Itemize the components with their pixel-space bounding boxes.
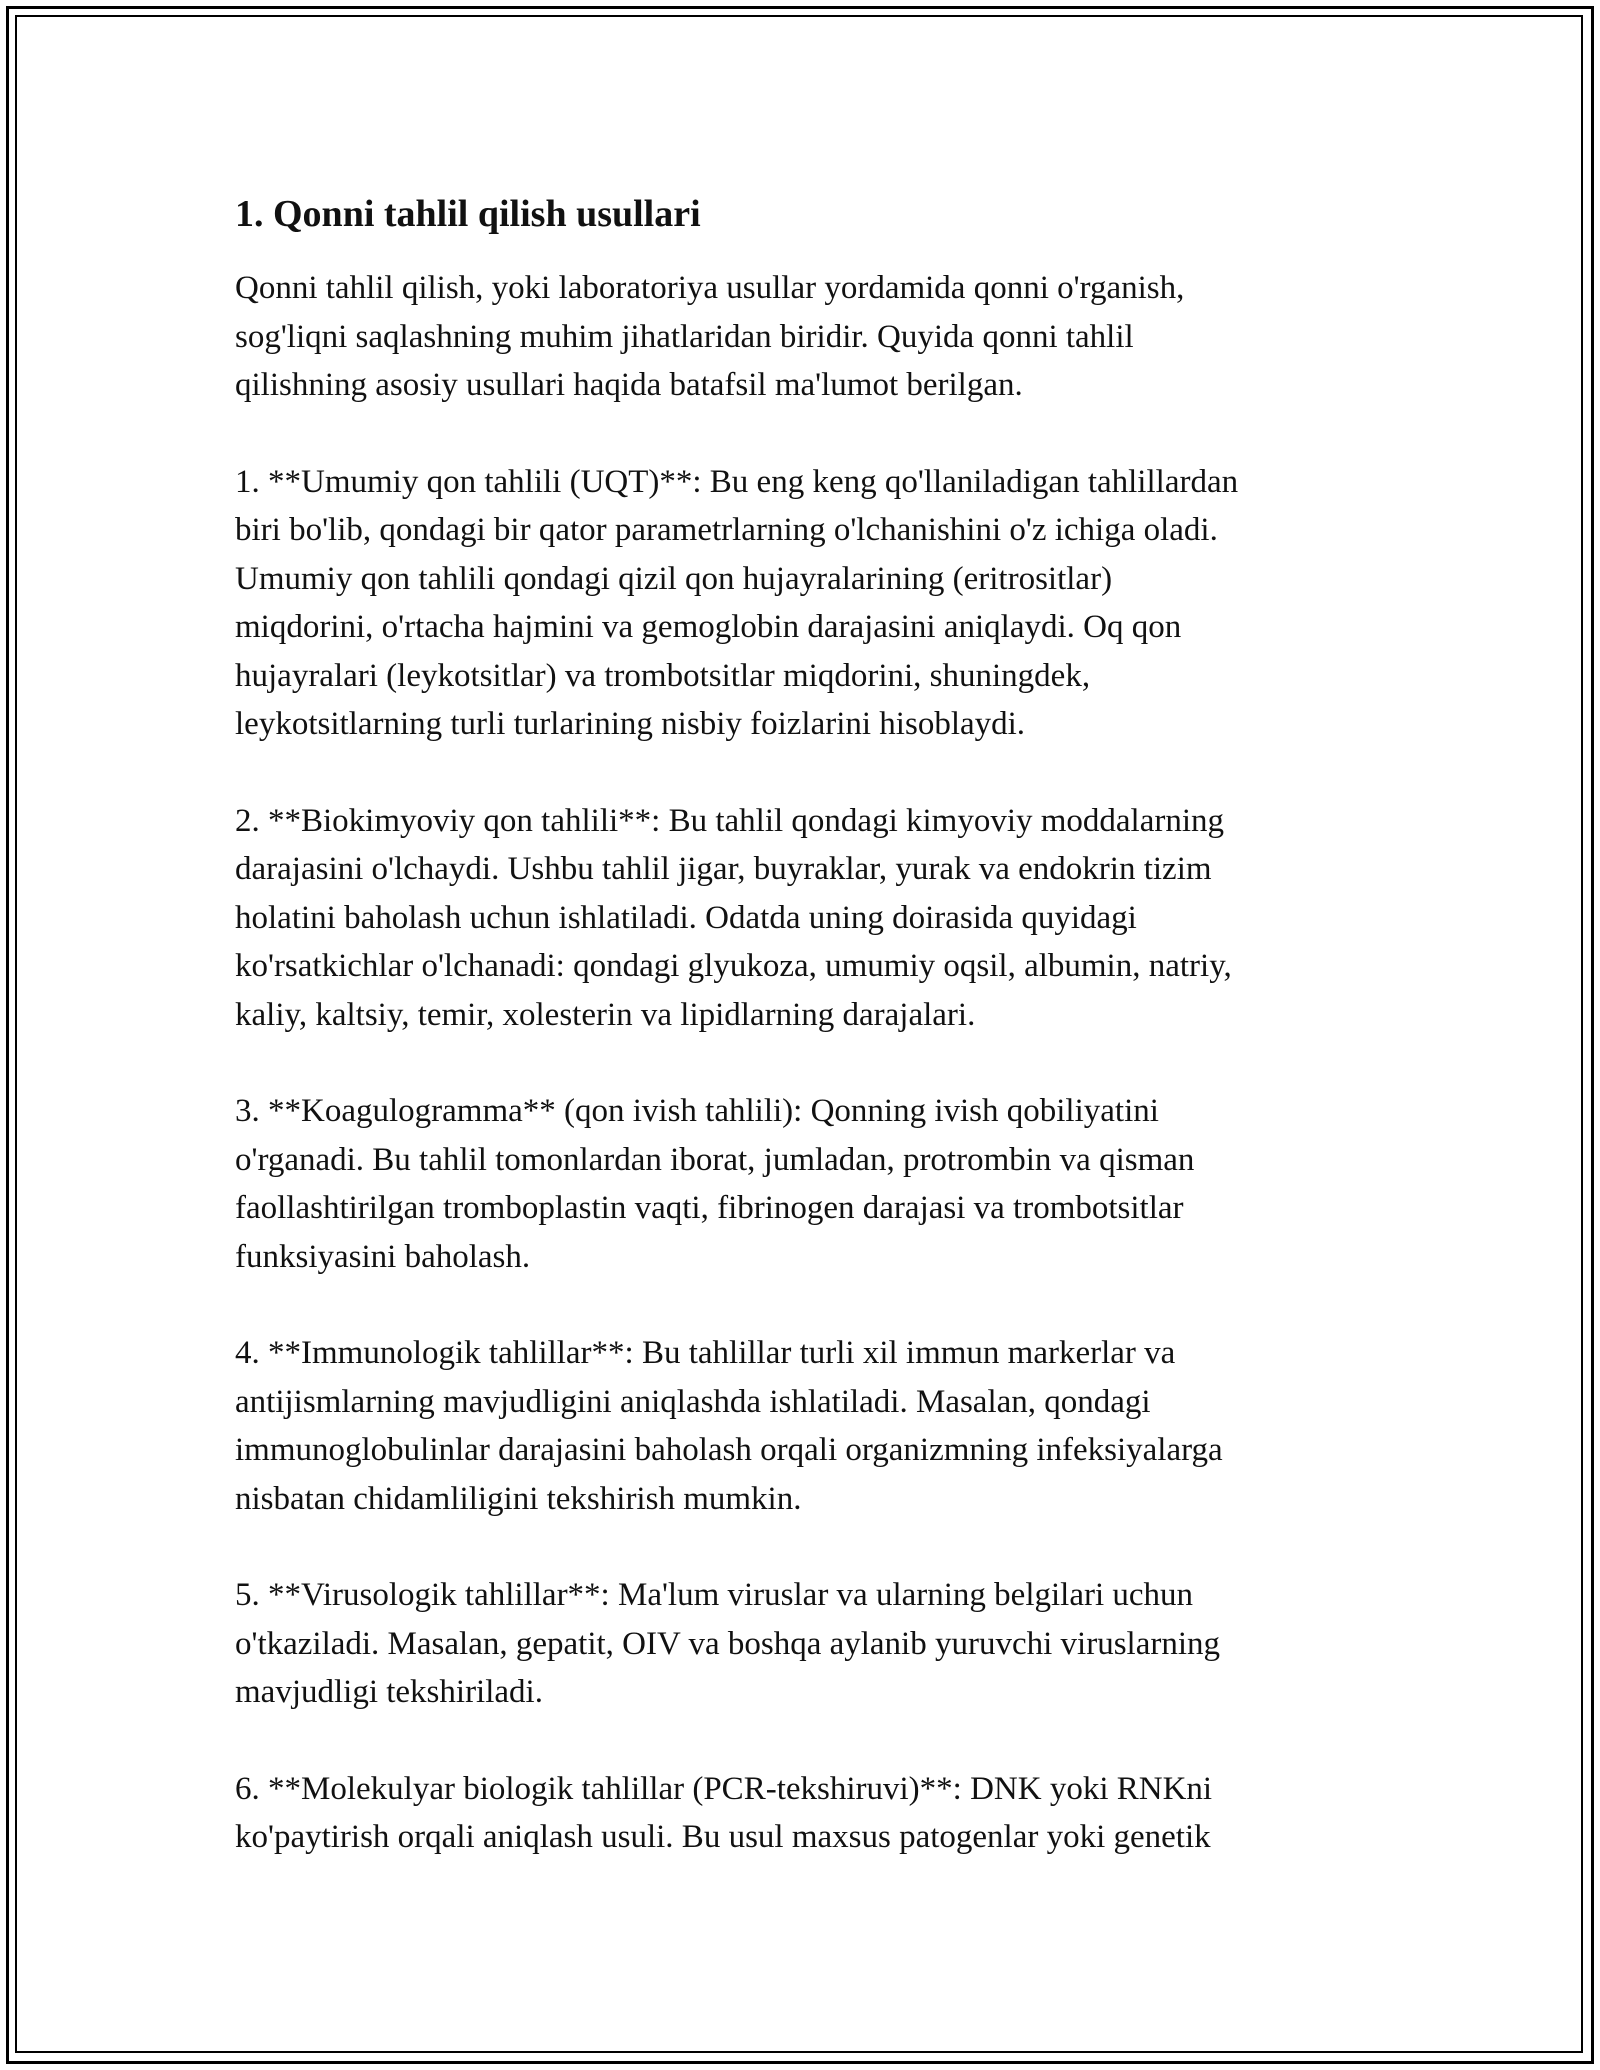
- document-body: [235, 186, 1375, 1910]
- intro-paragraph: Qonni tahlil qilish, yoki laboratoriya usullar yordamida qonni o'rganish, sog'liqni saqlashning muhim jihatlaridan biridir. Quyida qonni tahlil qilishning asosiy usullari haqida batafsil ma'lumot berilgan.: [235, 270, 1185, 403]
- section-heading: 1. Qonni tahlil qilish usullari: [235, 193, 701, 235]
- list-item-molekulyar-biologik-tahlillar: 6. **Molekulyar biologik tahlillar (PCR-tekshiruvi)**: DNK yoki RNKni ko'paytirish orqali aniqlash usuli. Bu usul maxsus patogenlar yoki genetik: [235, 1770, 1213, 1855]
- list-item-umumiy-qon-tahlili: 1. **Umumiy qon tahlili (UQT)**: Bu eng keng qo'llaniladigan tahlillardan biri bo'lib, qondagi bir qator parametrlarning o'lchanishini o'z ichiga oladi. Umumiy qon tahlili qondagi qizil qon hujayralarining (eritrositlar) miqdorini, o'rtacha hajmini va gemoglobin darajasini aniqlaydi. Oq qon hujayralari (leykotsitlar) va trombotsitlar miqdorini, shuningdek, leykotsitlarning turli turlarining nisbiy foizlarini hisoblaydi.: [235, 463, 1239, 742]
- list-item-koagulogramma: 3. **Koagulogramma** (qon ivish tahlili): Qonning ivish qobiliyatini o'rganadi. Bu tahlil tomonlardan iborat, jumladan, protrombin va qisman faollashtirilgan tromboplastin vaqti, fibrinogen darajasi va trombotsitlar funksiyasini baholash.: [235, 1093, 1195, 1275]
- list-item-virusologik-tahlillar: 5. **Virusologik tahlillar**: Ma'lum viruslar va ularning belgilari uchun o'tkaziladi. Masalan, gepatit, OIV va boshqa aylanib yuruvchi viruslarning mavjudligi tekshiriladi.: [235, 1577, 1221, 1710]
- list-item-immunologik-tahlillar: 4. **Immunologik tahlillar**: Bu tahlillar turli xil immun markerlar va antijismlarning mavjudligini aniqlashda ishlatiladi. Masalan, qondagi immunoglobulinlar darajasini baholash orqali organizmning infeksiyalarga nisbatan chidamliligini tekshirish mumkin.: [235, 1335, 1223, 1517]
- list-item-biokimyoviy-qon-tahlili: 2. **Biokimyoviy qon tahlili**: Bu tahlil qondagi kimyoviy moddalarning darajasini o'lchaydi. Ushbu tahlil jigar, buyraklar, yurak va endokrin tizim holatini baholash uchun ishlatiladi. Odatda uning doirasida quyidagi ko'rsatkichlar o'lchanadi: qondagi glyukoza, umumiy oqsil, albumin, natriy, kaliy, kaltsiy, temir, xolesterin va lipidlarning darajalari.: [235, 802, 1232, 1033]
